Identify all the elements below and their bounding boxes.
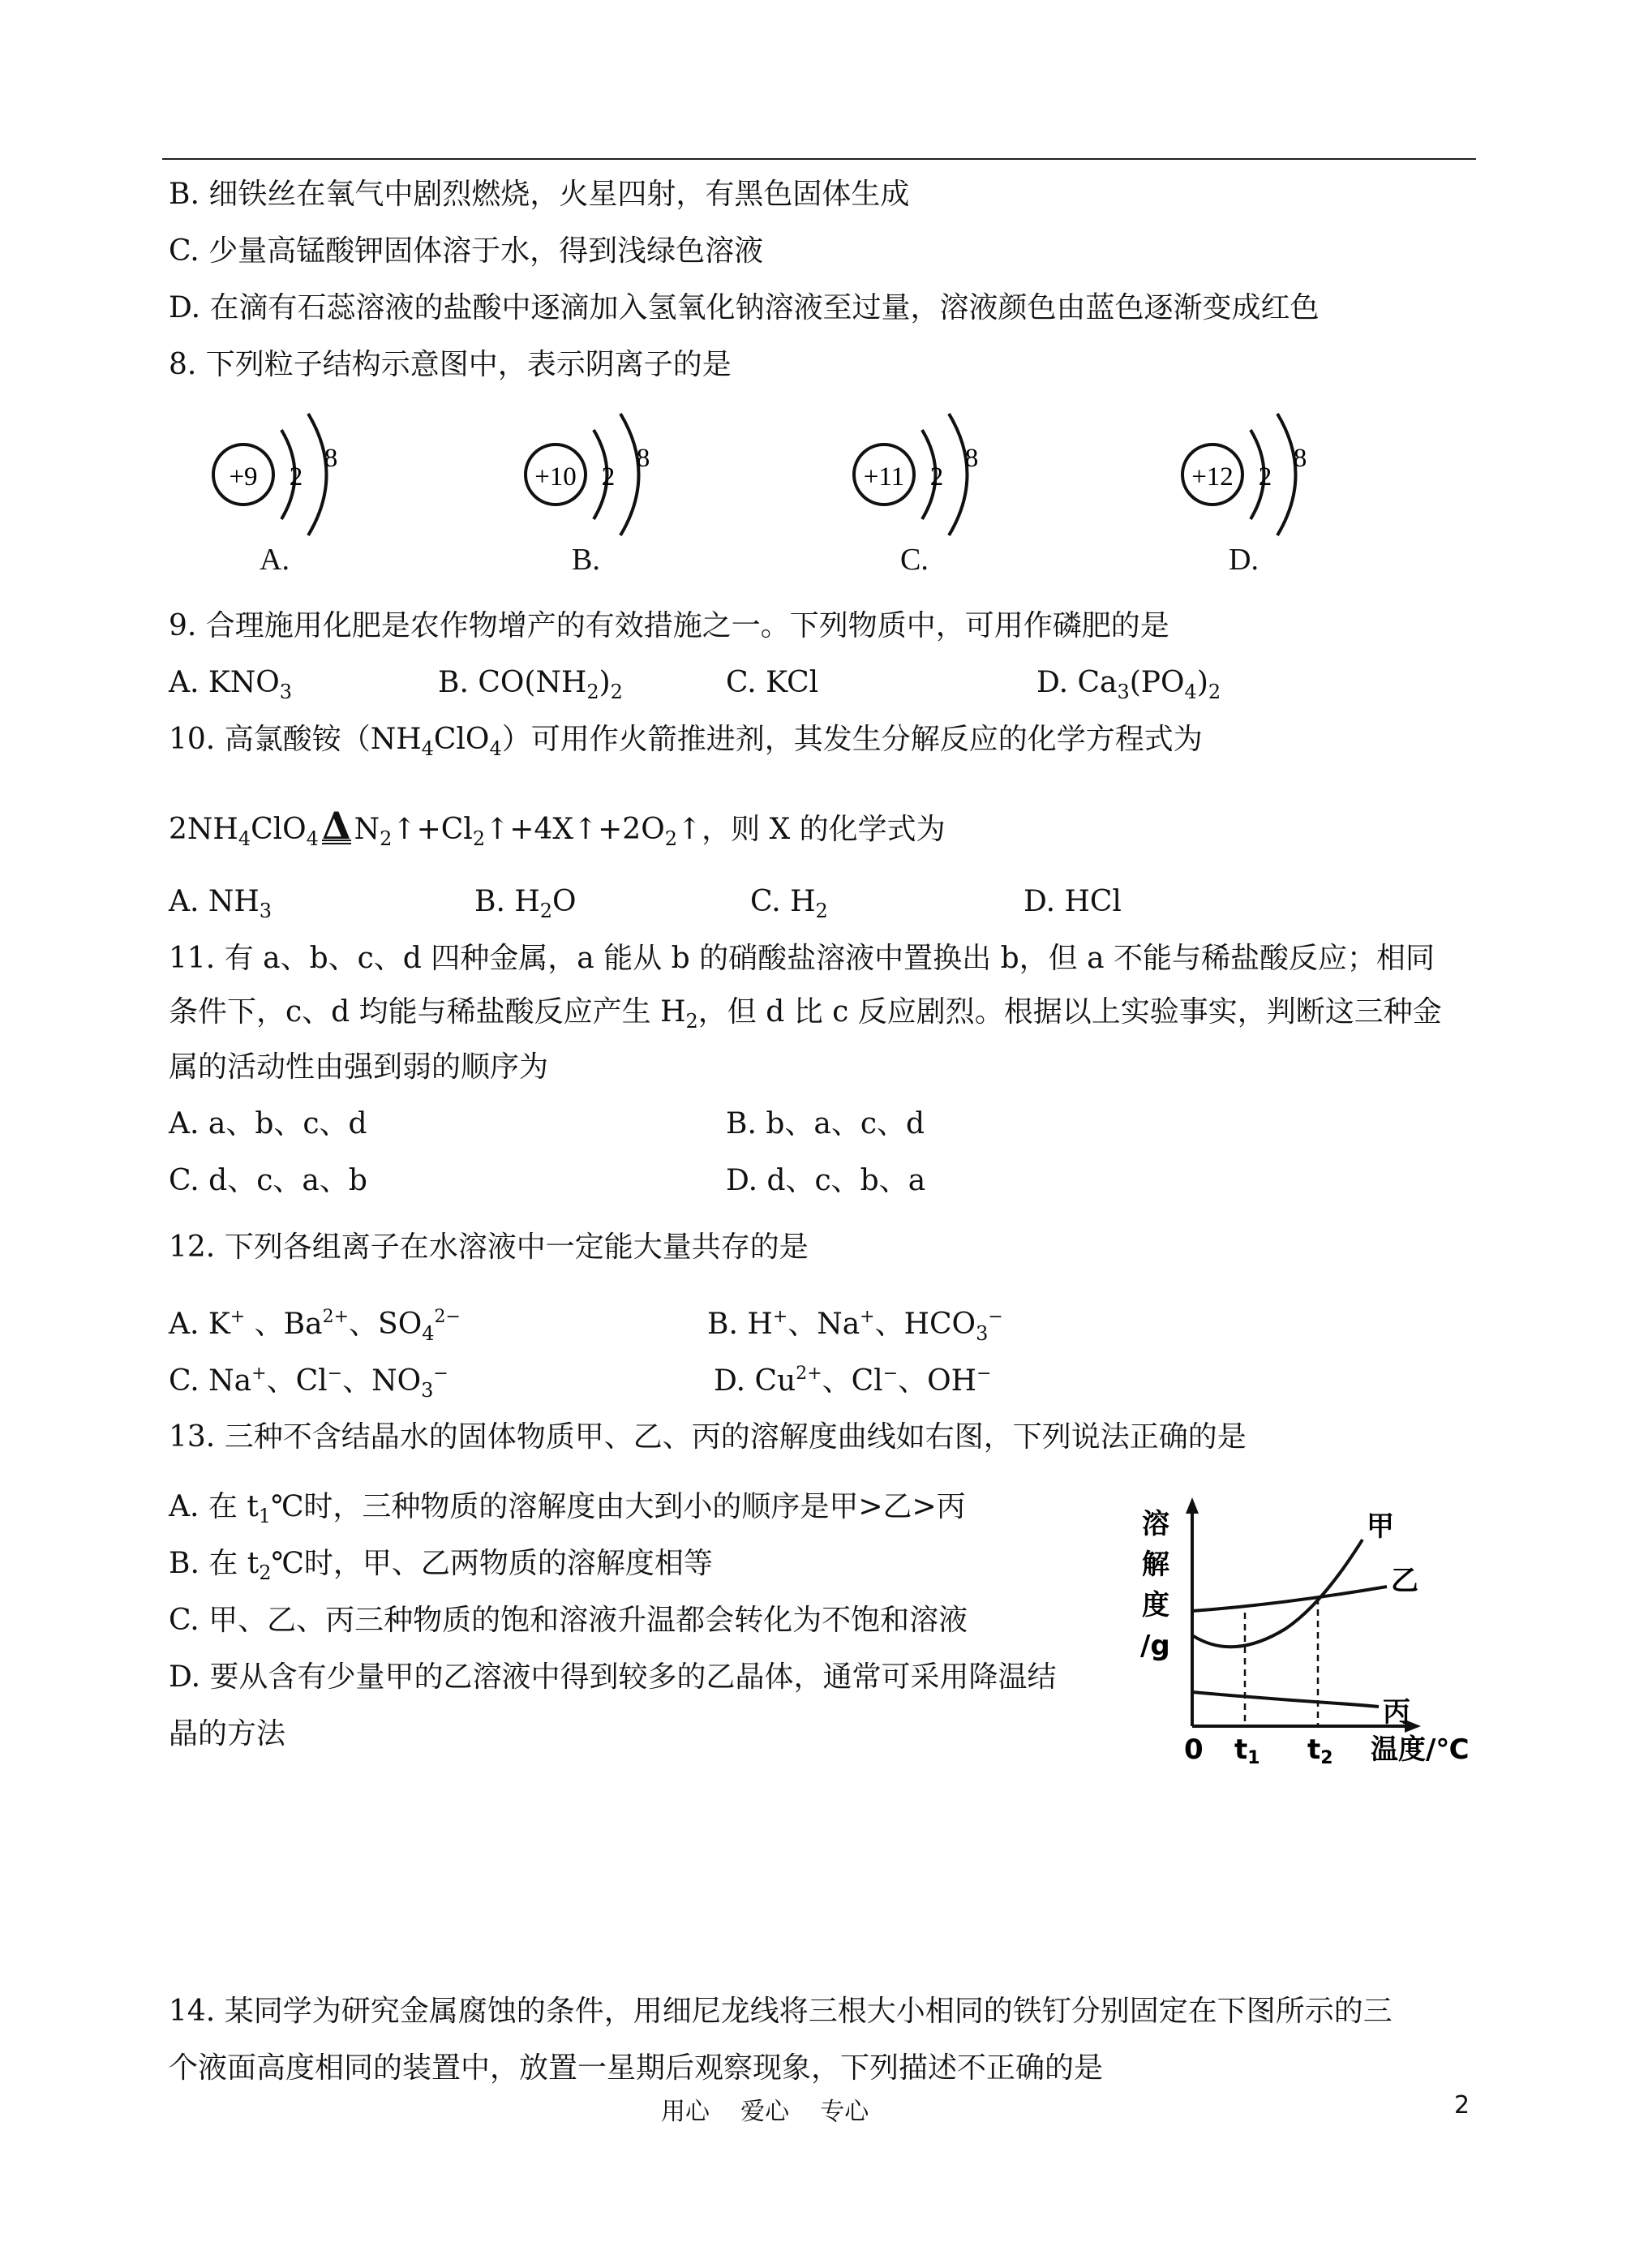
x-axis-label: 温度/℃ [1371, 1733, 1470, 1766]
q9-stem: 9. 合理施用化肥是农作物增产的有效措施之一。下列物质中，可用作磷肥的是 [169, 609, 1169, 642]
atom-diagram-a [195, 406, 357, 592]
q13-option-d-line2: 晶的方法 [169, 1717, 286, 1750]
y-label-1: 溶 [1142, 1508, 1169, 1540]
shell1-count: 2 [929, 462, 944, 492]
t2-label: t2 [1307, 1733, 1333, 1767]
shell2-count: 8 [964, 444, 979, 473]
q13-option-a: A. 在 $t_1℃$时，三种物质的溶解度由大到小的顺序是甲>乙>丙 [169, 1490, 966, 1527]
curve-bing [1192, 1692, 1379, 1707]
q11-option-b: B. b、a、c、d [726, 1107, 925, 1140]
atom-label: A. [260, 543, 290, 577]
shell1-count: 2 [289, 462, 303, 492]
q14-line2: 个液面高度相同的装置中，放置一星期后观察现象，下列描述不正确的是 [169, 2051, 1104, 2085]
q12-option-a: A. K+ 、$Ba^{2+}$、$SO_4^{2-}$ [169, 1307, 461, 1345]
nucleus-charge: +12 [1191, 462, 1234, 492]
q10-option-a: A. $NH_3$ [169, 885, 272, 922]
q10-equation: $2NH_4ClO_4\Delta$ $N_2↑+Cl_2↑+4X↑+2O_2↑$，则 X 的化学式为 [169, 804, 946, 850]
q11-option-a: A. a、b、c、d [169, 1107, 367, 1140]
shell2-count: 8 [636, 444, 650, 473]
q13-option-b: B. 在 $t_2℃$时，甲、乙两物质的溶解度相等 [169, 1547, 713, 1584]
heat-delta-icon: Δ [321, 804, 351, 848]
label-yi: 乙 [1391, 1565, 1418, 1597]
q12-option-d: D. $Cu^{2+}$、Cl−、OH− [714, 1364, 992, 1398]
q11-option-d: D. d、c、b、a [726, 1164, 926, 1197]
curve-yi [1192, 1587, 1387, 1611]
q10-option-b: B. $H_2O$ [474, 885, 577, 922]
q12-stem: 12. 下列各组离子在水溶液中一定能大量共存的是 [169, 1231, 809, 1264]
shell2-count: 8 [1293, 444, 1307, 473]
q11-line2: 条件下，c、d 均能与稀盐酸反应产生 $H_2$，但 d 比 c 反应剧烈。根据以上实验事实，判断这三种金 [169, 995, 1442, 1033]
q13-stem: 13. 三种不含结晶水的固体物质甲、乙、丙的溶解度曲线如右图，下列说法正确的是 [169, 1420, 1247, 1454]
shell1-count: 2 [601, 462, 616, 492]
atom-label: D. [1229, 543, 1259, 577]
y-label-3: 度 [1142, 1589, 1169, 1622]
y-label-4: /g [1140, 1630, 1170, 1662]
label-bing: 丙 [1383, 1696, 1410, 1729]
y-label-2: 解 [1142, 1549, 1169, 1581]
q11-option-c: C. d、c、a、b [169, 1164, 367, 1197]
q10-option-c: C. $H_2$ [750, 885, 828, 922]
shell1-count: 2 [1258, 462, 1272, 492]
footer-motto: 用心 爱心 专心 [661, 2098, 869, 2126]
atom-diagram-c [835, 406, 998, 592]
q8-stem: 8. 下列粒子结构示意图中，表示阴离子的是 [169, 348, 732, 381]
nucleus-charge: +11 [863, 462, 905, 492]
q7-option-d: D. 在滴有石蕊溶液的盐酸中逐滴加入氢氧化钠溶液至过量，溶液颜色由蓝色逐渐变成红色 [169, 291, 1320, 324]
q7-option-c: C. 少量高锰酸钾固体溶于水，得到浅绿色溶液 [169, 234, 764, 268]
y-axis-arrow-icon [1186, 1497, 1199, 1514]
q9-option-b: B. $CO(NH_2)_2$ [438, 666, 623, 703]
q13-option-d-line1: D. 要从含有少量甲的乙溶液中得到较多的乙晶体，通常可采用降温结 [169, 1660, 1057, 1694]
q10-option-d: D. HCl [1023, 885, 1122, 918]
q12-option-c: C. Na+、Cl−、$NO_3^-$ [169, 1364, 448, 1402]
q11-line3: 属的活动性由强到弱的顺序为 [169, 1050, 549, 1084]
atom-diagram-d [1164, 406, 1326, 592]
q13-option-c: C. 甲、乙、丙三种物质的饱和溶液升温都会转化为不饱和溶液 [169, 1604, 968, 1637]
label-jia: 甲 [1367, 1510, 1394, 1543]
q9-option-d: D. $Ca_3(PO_4)_2$ [1036, 666, 1221, 703]
q10-stem: 10. 高氯酸铵$(NH_4ClO_4)$可用作火箭推进剂，其发生分解反应的化学方程式为 [169, 723, 1203, 760]
q7-option-b: B. 细铁丝在氧气中剧烈燃烧，火星四射，有黑色固体生成 [169, 178, 910, 211]
q14-line1: 14. 某同学为研究金属腐蚀的条件，用细尼龙线将三根大小相同的铁钉分别固定在下图所示的三 [169, 1995, 1393, 2028]
solubility-curve-diagram [1103, 1491, 1492, 1767]
q11-line1: 11. 有 a、b、c、d 四种金属，a 能从 b 的硝酸盐溶液中置换出 b，但 a 不能与稀盐酸反应；相同 [169, 942, 1435, 975]
origin-label: 0 [1184, 1733, 1204, 1766]
shell2-count: 8 [324, 444, 338, 473]
nucleus-charge: +10 [534, 462, 577, 492]
q9-option-c: C. KCl [726, 666, 819, 699]
page-number: 2 [1454, 2091, 1470, 2120]
t1-label: t1 [1234, 1733, 1260, 1767]
atom-diagram-b [507, 406, 669, 592]
atom-label: C. [900, 543, 929, 577]
atom-label: B. [572, 543, 600, 577]
q9-option-a: A. $KNO_3$ [169, 666, 293, 703]
nucleus-charge: +9 [229, 462, 258, 492]
header-rule [162, 158, 1476, 160]
q12-option-b: B. H+、Na+、$HCO_3^-$ [707, 1307, 1003, 1345]
